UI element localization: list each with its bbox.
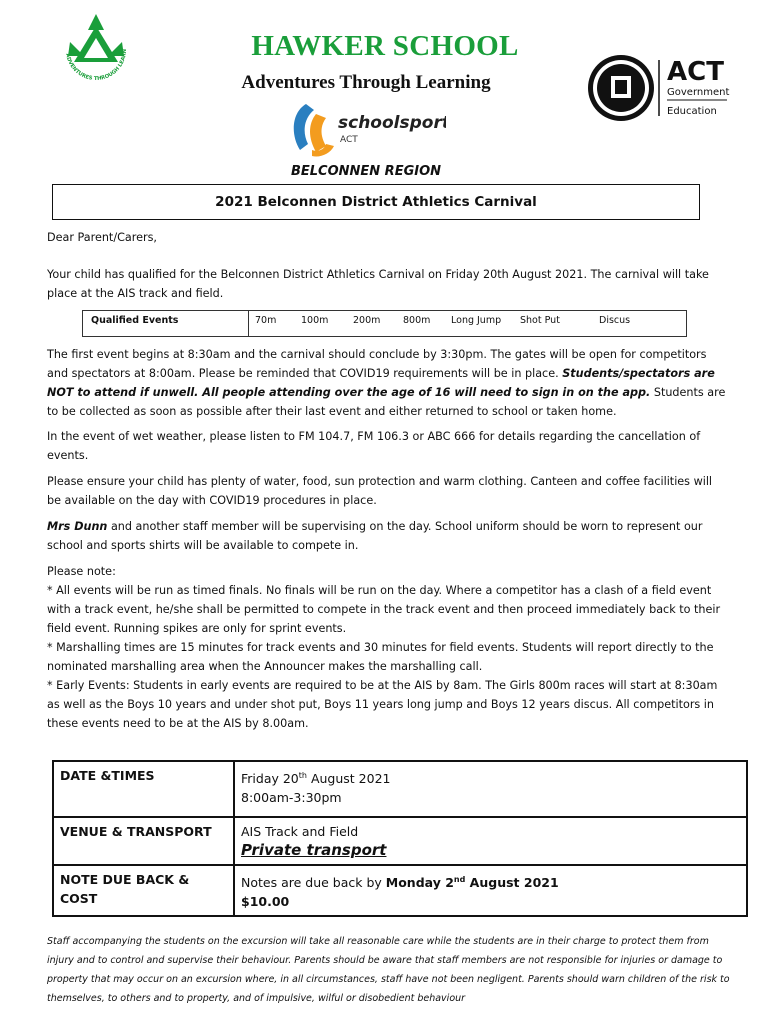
- time-value: 8:00am-3:30pm: [241, 790, 342, 806]
- venue-label: VENUE & TRANSPORT: [53, 817, 234, 865]
- svg-text:ACT: ACT: [667, 57, 724, 87]
- salutation: Dear Parent/Carers,: [47, 231, 157, 244]
- venue-value: AIS Track and Field Private transport: [234, 817, 747, 865]
- notes-section: [47, 562, 727, 733]
- note-due-label: NOTE DUE BACK & COST: [53, 865, 234, 916]
- notes-heading: Please note:: [47, 565, 116, 578]
- carnival-title: 2021 Belconnen District Athletics Carnival: [52, 184, 700, 220]
- table-row: [53, 865, 747, 916]
- schoolsport-act-logo: [286, 100, 446, 160]
- svg-text:Government: Government: [667, 87, 730, 98]
- table-row: [53, 817, 747, 865]
- date-label: DATE &TIMES: [53, 761, 234, 817]
- event-item: Long Jump: [451, 315, 502, 326]
- disclaimer: Staff accompanying the students on the excursion will take all reasonable care while the students are in their charge to protect them from injury and to control and supervise their behaviour. Parents should be aware that staff members are not responsible for injuries or damage to property that may occur on an excursion where, in all circumstances, staff have not been negligent. Parents should warn children of the risk to themselves, to others and to property, and of impulsive, wilful or disobedient behaviour: [47, 936, 730, 1004]
- event-times-paragraph: [47, 345, 727, 421]
- supplies-paragraph: Please ensure your child has plenty of water, food, sun protection and warm clothing. Canteen and coffee facilities will be available on the day with COVID19 procedures in place.: [47, 475, 713, 507]
- supervision-paragraph: [47, 517, 727, 555]
- school-name: HAWKER SCHOOL: [251, 30, 519, 62]
- event-item: 800m: [403, 315, 431, 326]
- intro-paragraph: Your child has qualified for the Belconnen District Athletics Carnival on Friday 20th August 2021. The carnival will take place at the AIS track and field.: [47, 268, 709, 300]
- event-item: Shot Put: [520, 315, 560, 326]
- wet-weather-paragraph: In the event of wet weather, please listen to FM 104.7, FM 106.3 or ABC 666 for details regarding the cancellation of events.: [47, 430, 701, 462]
- event-item: 200m: [353, 315, 381, 326]
- details-table: [52, 760, 748, 917]
- table-row: [53, 761, 747, 817]
- covid-warning: Students/spectators are NOT to attend if unwell. All people attending over the age of 16 will need to sign in on the app.: [47, 367, 715, 399]
- svg-text:ADVENTURES THROUGH LEARNING: ADVENTURES THROUGH LEARN: [64, 48, 129, 83]
- event-item: 100m: [301, 315, 329, 326]
- note-due-value: Notes are due back by Monday 2nd August 2021 $10.00: [234, 865, 747, 916]
- svg-text:schoolsport: schoolsport: [338, 113, 446, 133]
- date-value: Friday 20th August 2021 8:00am-3:30pm: [234, 761, 747, 817]
- region-heading: BELCONNEN REGION: [290, 164, 442, 179]
- school-tagline: Adventures Through Learning: [241, 72, 491, 93]
- note-item: * All events will be run as timed finals. No finals will be run on the day. Where a competitor has a clash of a field event with a track event, he/she shall be permitted to compete in the track event and then proceed immediately back to their field event. Running spikes are only for sprint events.: [47, 584, 721, 635]
- transport-value: Private transport: [241, 841, 387, 859]
- cost-value: $10.00: [241, 894, 290, 910]
- supervisor-name: Mrs Dunn: [47, 520, 108, 533]
- qualified-events-label: Qualified Events: [83, 311, 249, 336]
- svg-text:ACT: ACT: [340, 135, 358, 145]
- qualified-events-box: [82, 310, 687, 337]
- event-times-text: The first event begins at 8:30am and the carnival should conclude by 3:30pm. The gates will be open for competitors and spectators at 8:00am. Please be reminded that COVID19 requirements will be in place.: [47, 348, 707, 380]
- supervision-text: and another staff member will be supervising on the day. School uniform should be worn to represent our school and sports shirts will be available to compete in.: [47, 520, 703, 552]
- note-item: * Early Events: Students in early events are required to be at the AIS by 8am. The Girls 800m races will start at 8:30am as well as the Boys 10 years and under shot put, Boys 11 years long jump and Boys 12 years discus. All competitors in these events need to be at the AIS by 8.00am.: [47, 679, 718, 730]
- svg-text:Education: Education: [667, 106, 717, 117]
- collection-text: Students are to be collected as soon as possible after their last event and either returned to school or taken home.: [47, 386, 726, 418]
- event-item: 70m: [255, 315, 277, 326]
- note-item: * Marshalling times are 15 minutes for track events and 30 minutes for field events. Students will report directly to the nominated marshalling area when the Announcer makes the marshalling call.: [47, 641, 714, 673]
- event-item: Discus: [599, 315, 631, 326]
